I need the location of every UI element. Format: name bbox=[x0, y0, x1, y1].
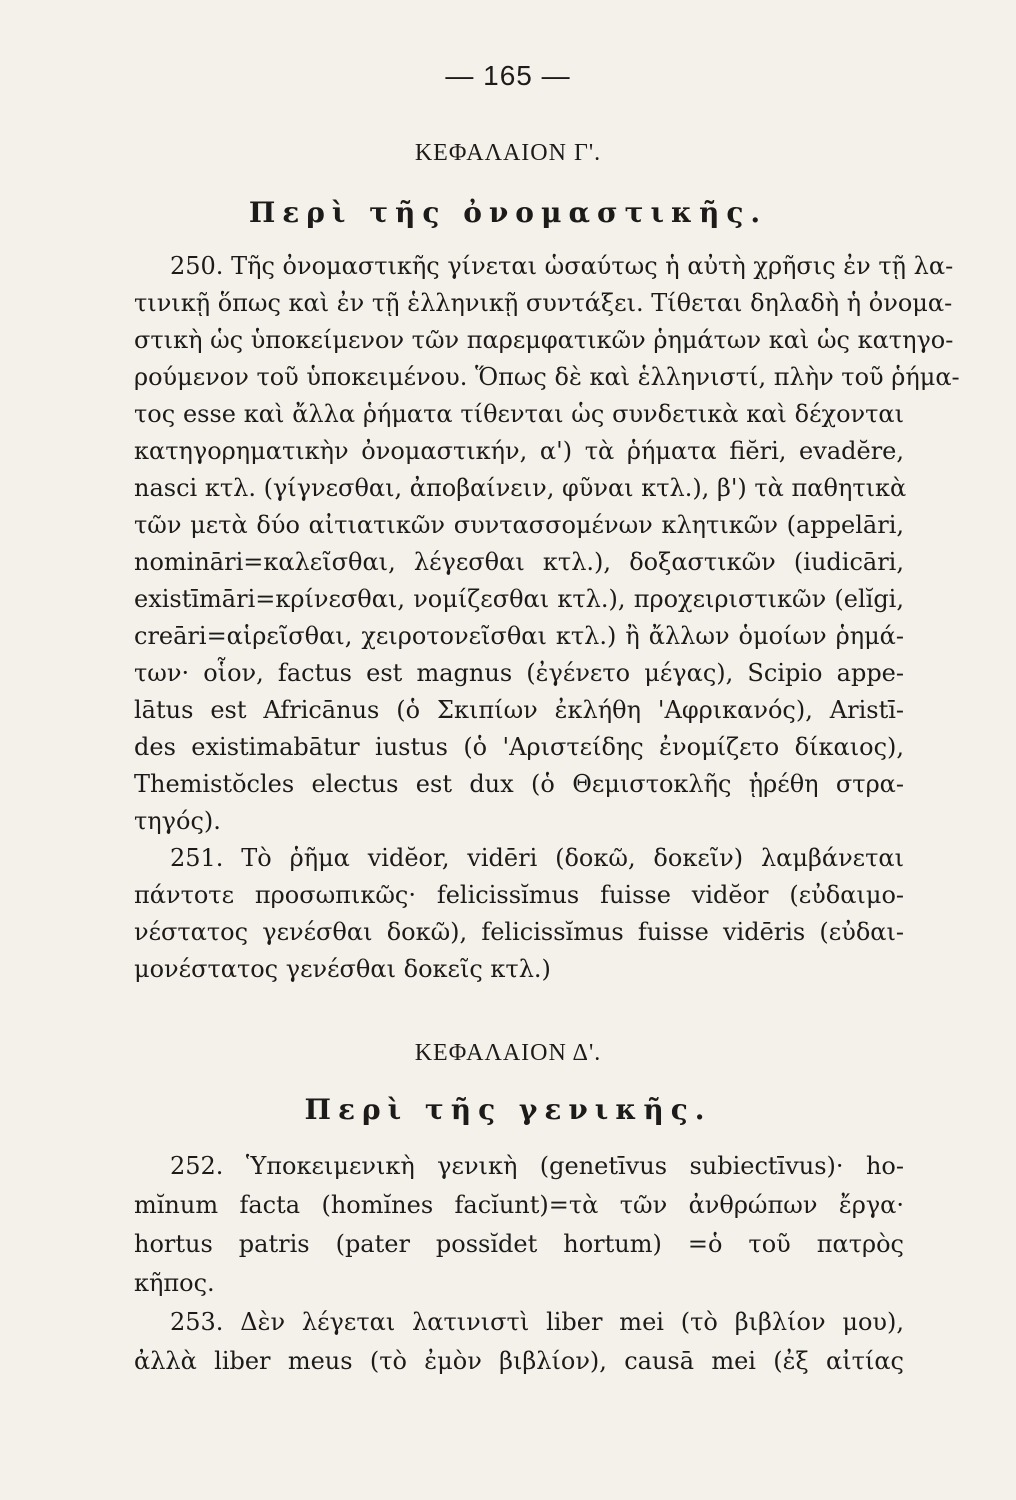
text-line: τινικῇ ὅπως καὶ ἐν τῇ ἑλληνικῇ συντάξει. Τίθεται δηλαδὴ ἡ ὀνομα- bbox=[134, 289, 953, 317]
text-line: nasci κτλ. (γίγνεσθαι, ἀποβαίνειν, φῦναι κτλ.), β') τὰ παθητικὰ bbox=[134, 474, 907, 502]
text-line: τηγός). bbox=[134, 807, 221, 835]
text-line: τῶν μετὰ δύο αἰτιατικῶν συντασσομένων κλητικῶν (appelāri, bbox=[134, 511, 904, 539]
text-line: ἀλλὰ liber meus (τὸ ἐμὸν βιβλίον), causā mei (ἐξ αἰτίας bbox=[134, 1347, 904, 1375]
text-line: κατηγορηματικὴν ὀνομαστικήν, α') τὰ ῥήματα fiĕri, evadĕre, bbox=[134, 437, 904, 465]
page-number: — 165 — bbox=[445, 60, 571, 91]
text-line: 250. Τῆς ὀνομαστικῆς γίνεται ὡσαύτως ἡ αὐτὴ χρῆσις ἐν τῇ λα- bbox=[170, 252, 954, 280]
section-title-genitive: Περὶ τῆς γενικῆς. bbox=[304, 1093, 712, 1126]
text-line: μονέστατος γενέσθαι δοκεῖς κτλ.) bbox=[134, 955, 551, 983]
text-line: τος esse καὶ ἄλλα ῥήματα τίθενται ὡς συνδετικὰ καὶ δέχονται bbox=[134, 400, 904, 428]
text-line: creāri=αἱρεῖσθαι, χειροτονεῖσθαι κτλ.) ἢ ἄλλων ὁμοίων ῥημά- bbox=[134, 622, 904, 650]
text-line: existīmāri=κρίνεσθαι, νομίζεσθαι κτλ.), προχειριστικῶν (elĭgi, bbox=[134, 585, 904, 613]
text-line: ρούμενον τοῦ ὑποκειμένου. Ὅπως δὲ καὶ ἑλληνιστί, πλὴν τοῦ ῥήμα- bbox=[134, 363, 960, 391]
section-title-nominative: Περὶ τῆς ὀνομαστικῆς. bbox=[248, 196, 768, 229]
text-line: νέστατος γενέσθαι δοκῶ), felicissĭmus fuisse vidēris (εὐδαι- bbox=[134, 918, 904, 946]
text-line: 251. Τὸ ῥῆμα vidĕor, vidēri (δοκῶ, δοκεῖν) λαμβάνεται bbox=[170, 844, 904, 872]
text-line: nomināri=καλεῖσθαι, λέγεσθαι κτλ.), δοξαστικῶν (iudicāri, bbox=[134, 548, 904, 576]
text-line: lātus est Africānus (ὁ Σκιπίων ἐκλήθη 'Αφρικανός), Aristī- bbox=[134, 696, 904, 724]
text-line: mĭnum facta (homĭnes facĭunt)=τὰ τῶν ἀνθρώπων ἔργα· bbox=[134, 1191, 904, 1219]
text-line: πάντοτε προσωπικῶς· felicissĭmus fuisse vidĕor (εὐδαιμο- bbox=[134, 881, 904, 909]
text-line: των· οἷον, factus est magnus (ἐγένετο μέγας), Scipio appe- bbox=[134, 659, 904, 687]
text-line: Themistŏcles electus est dux (ὁ Θεμιστοκλῆς ᾑρέθη στρα- bbox=[134, 770, 904, 798]
text-line: 253. Δὲν λέγεται λατινιστὶ liber mei (τὸ βιβλίον μου), bbox=[170, 1308, 904, 1336]
text-line: κῆπος. bbox=[134, 1269, 215, 1297]
text-line: des existimabātur iustus (ὁ 'Αριστείδης ἐνομίζετο δίκαιος), bbox=[134, 733, 904, 761]
text-line: στικὴ ὡς ὑποκείμενον τῶν παρεμφατικῶν ῥημάτων καὶ ὡς κατηγο- bbox=[134, 326, 954, 354]
chapter-heading-delta: ΚΕΦΑΛΑΙΟΝ Δ'. bbox=[414, 1040, 602, 1066]
chapter-heading-gamma: ΚΕΦΑΛΑΙΟΝ Γ'. bbox=[414, 140, 602, 166]
text-line: 252. Ὑποκειμενικὴ γενικὴ (genetīvus subiectīvus)· ho- bbox=[170, 1152, 904, 1180]
text-line: hortus patris (pater possĭdet hortum) =ὁ τοῦ πατρὸς bbox=[134, 1230, 904, 1258]
